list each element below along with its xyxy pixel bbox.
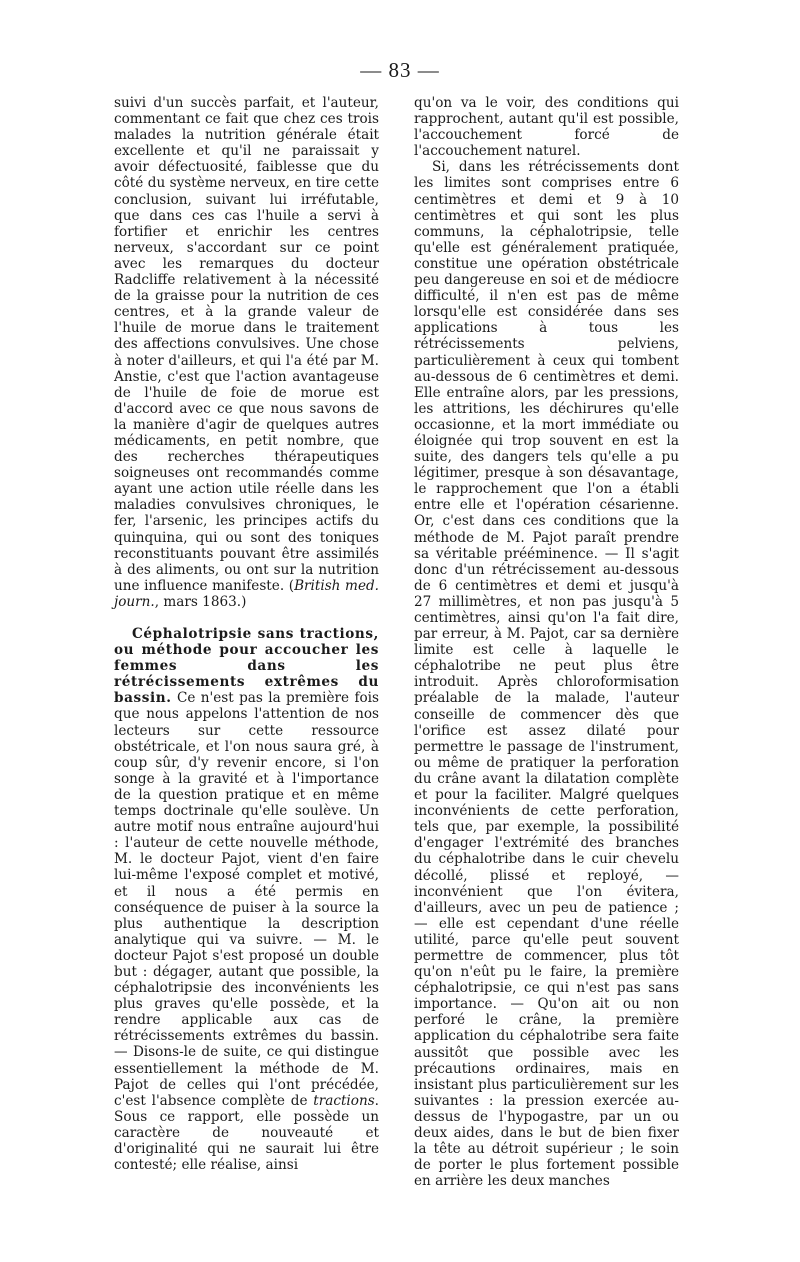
citation-date: , mars 1863.): [154, 593, 247, 610]
paragraph-cephalotripsie: [114, 626, 379, 1173]
paragraph-text: suivi d'un succès parfait, et l'auteur, commentant ce fait que chez ces trois malades la nutrition générale était excellente et qu'il ne paraissait y avoir défectuosité, faiblesse que du côté du système nerveux, en tire cette conclusion, suivant lui irréfutable, que dans ces cas l'huile a servi à fortifier et enrichir les centres nerveux, s'accordant sur ce point avec les remarques du docteur Radcliffe relativement à la nécessité de la graisse pour la nutrition de ces centres, et à la grande valeur de l'huile de morue dans le traitement des affections convulsives. Une chose à noter d'ailleurs, et qui l'a été par M. Anstie, c'est que l'action avantageuse de l'huile de foie de morue est d'accord avec ce que nous savons de la manière d'agir de quelques autres médicaments, en petit nombre, que des recherches thérapeutiques soigneuses ont recommandés comme ayant une action utile réelle dans les maladies convulsives chroniques, le fer, l'arsenic, les principes actifs du quinquina, qui ou sont des toniques reconstituants pouvant être assimilés à des aliments, ou ont sur la nutrition une influence manifeste. (: [114, 95, 379, 594]
paragraph-text: . Sous ce rapport, elle possède un caractère de nouveauté et d'originalité qui ne saurait lui être contesté; elle réalise, ainsi: [114, 1092, 379, 1174]
source-citation: British med. journ.: [114, 577, 380, 610]
paragraph-huile-de-morue: [114, 95, 379, 610]
page-number: — 83 —: [360, 58, 440, 82]
paragraph-text: Ce n'est pas la première fois que nous appelons l'attention de nos lecteurs sur cette ressource obstétricale, et l'on nous saura gré, à coup sûr, d'y revenir encore, si l'on songe à la gravité et à l'importance de la question pratique et en même temps doctrinale qu'elle soulève. Un autre motif nous entraîne aujourd'hui : l'auteur de cette nouvelle méthode, M. le docteur Pajot, vient d'en faire lui-même l'exposé complet et motivé, et il nous a été permis en conséquence de puiser à la source la plus authentique la description analytique qui va suivre. — M. le docteur Pajot s'est proposé un double but : dégager, autant que possible, la céphalotripsie des inconvénients les plus graves qu'elle possède, et la rendre applicable aux cas de rétrécissements extrêmes du bassin. — Disons-le de suite, ce qui distingue essentiellement la méthode de M. Pajot de celles qui l'ont précédée, c'est l'absence complète de: [114, 690, 379, 1109]
left-column: [114, 95, 379, 1173]
paragraph-retrecissements: Si, dans les rétrécissements dont les limites sont comprises entre 6 centimètres et demi et 9 à 10 centimètres et qui sont les plus communs, la céphalotripsie, telle qu'elle est généralement pratiquée, constitue une opération obstétricale peu dangereuse en soi et de médiocre difficulté, il n'en est pas de même lorsqu'elle est considérée dans ses applications à tous les rétrécissements pelviens, particulièrement à ceux qui tombent au-dessous de 6 centimètres et demi. Elle entraîne alors, par les pressions, les attritions, les déchirures qu'elle occasionne, et la mort immédiate ou éloignée qui trop souvent en est la suite, des dangers tels qu'elle a pu légitimer, presque à son désavantage, le rapprochement que l'on a établi entre elle et l'opération césarienne. Or, c'est dans ces conditions que la méthode de M. Pajot paraît prendre sa véritable prééminence. — Il s'agit donc d'un rétrécissement au-dessous de 6 centimètres et demi et jusqu'à 27 millimètres, et non pas jusqu'à 5 centimètres, ainsi qu'on l'a fait dire, par erreur, à M. Pajot, car sa dernière limite est celle à laquelle le céphalotribe ne peut plus être introduit. Après chloroformisation préalable de la malade, l'auteur conseille de commencer dès que l'orifice est assez dilaté pour permettre le passage de l'instrument, ou même de pratiquer la perforation du crâne avant la dilatation complète et pour la faciliter. Malgré quelques inconvénients de cette perforation, tels que, par exemple, la possibilité d'engager l'extrémité des branches du céphalotribe dans le cuir chevelu décollé, plissé et reployé, — inconvénient que l'on évitera, d'ailleurs, avec un peu de patience ; — elle est cependant d'une réelle utilité, parce qu'elle peut souvent permettre de commencer, plus tôt qu'on n'eût pu le faire, la première céphalotripsie, ce qui n'est pas sans importance. — Qu'on ait ou non perforé le crâne, la première application du céphalotribe sera faite aussitôt que possible avec les précautions ordinaires, mais en insistant plus particulièrement sur les suivantes : la pression exercée au-dessus de l'hypogastre, par un ou deux aides, dans le but de bien fixer la tête au détroit supérieur ; le soin de porter le plus fortement possible en arrière les deux manches: [414, 159, 679, 1190]
section-heading: Céphalotripsie sans tractions, ou méthode pour accoucher les femmes dans les rétrécissements extrêmes du bassin.: [114, 626, 379, 707]
italic-term: tractions: [313, 1092, 375, 1109]
right-column: [414, 95, 679, 1189]
paragraph-continuation: qu'on va le voir, des conditions qui rapprochent, autant qu'il est possible, l'accouchement forcé de l'accouchement naturel.: [414, 95, 679, 160]
spacer: [114, 610, 379, 626]
